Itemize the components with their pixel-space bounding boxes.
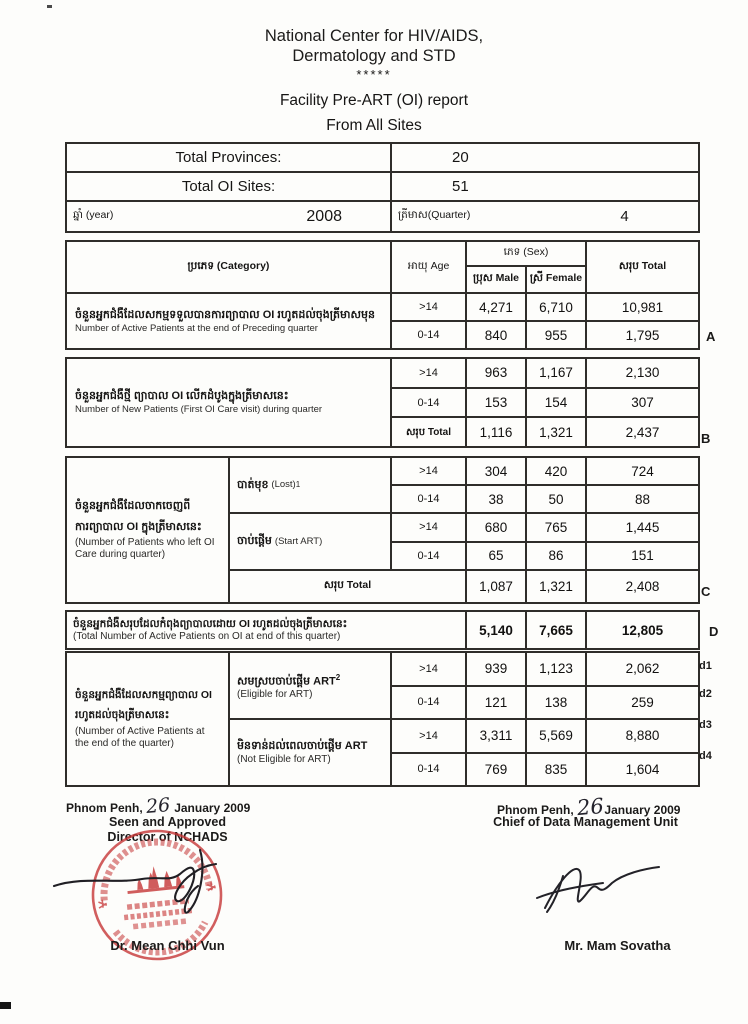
divider-stars: ***** bbox=[356, 67, 392, 82]
total-cell: 724 bbox=[631, 463, 654, 479]
director-signature bbox=[48, 838, 240, 922]
female-cell: 154 bbox=[527, 389, 587, 417]
lost-footnote: 1 bbox=[295, 480, 301, 490]
not-eligible-english: (Not Eligible for ART) bbox=[237, 754, 331, 765]
col-header-age: អាយុ Age bbox=[392, 242, 467, 292]
not-eligible-group bbox=[230, 720, 698, 785]
total-cell: 2,437 bbox=[625, 424, 660, 440]
eligible-group bbox=[230, 653, 698, 720]
section-c-total-row bbox=[230, 571, 698, 602]
section-dd-table bbox=[65, 651, 700, 787]
female-cell: 7,665 bbox=[527, 612, 587, 648]
age-cell: >14 bbox=[392, 294, 467, 320]
lost-group bbox=[230, 458, 698, 514]
male-cell: 65 bbox=[467, 543, 527, 569]
summary-row-sites bbox=[67, 173, 698, 202]
right-city: Phnom Penh, bbox=[497, 803, 574, 817]
chief-name: Mr. Mam Sovatha bbox=[564, 938, 671, 953]
male-cell: 963 bbox=[467, 359, 527, 387]
male-cell: 304 bbox=[467, 458, 527, 484]
table-row bbox=[392, 720, 698, 754]
section-a-category bbox=[67, 294, 392, 348]
female-cell: 6,710 bbox=[527, 294, 587, 320]
right-date-rest: January 2009 bbox=[604, 803, 681, 817]
letter-d1: d1 bbox=[699, 660, 712, 672]
age-cell: 0-14 bbox=[392, 543, 467, 569]
section-c-category bbox=[67, 458, 230, 602]
start-art-label-cell bbox=[230, 514, 392, 568]
col-header-category: ប្រភេទ (Category) bbox=[67, 242, 392, 292]
male-cell: 5,140 bbox=[467, 612, 527, 648]
section-b-category bbox=[67, 359, 392, 446]
table-row bbox=[392, 653, 698, 687]
section-c-khmer-1: ចំនួនអ្នកជំងឺដែលចាកចេញពី bbox=[75, 500, 191, 512]
col-header-male: ប្រុស Male bbox=[467, 267, 527, 292]
age-cell: >14 bbox=[392, 514, 467, 540]
total-cell: 1,445 bbox=[625, 519, 660, 535]
eligible-english: (Eligible for ART) bbox=[237, 689, 313, 701]
eligible-label-cell bbox=[230, 653, 392, 718]
section-c-table bbox=[65, 456, 700, 604]
table-row bbox=[392, 322, 698, 348]
age-cell: >14 bbox=[392, 359, 467, 387]
section-d-label-cell bbox=[67, 612, 467, 648]
section-a-english: Number of Active Patients at the end of Preceding quarter bbox=[75, 322, 318, 334]
male-cell: 840 bbox=[467, 322, 527, 348]
total-cell: 1,795 bbox=[625, 327, 660, 343]
section-dd-khmer-1: ចំនួនអ្នកជំងឺដែលសកម្មព្យាបាល OI bbox=[75, 689, 212, 701]
director-name: Dr. Mean Chhi Vun bbox=[110, 938, 225, 953]
letter-a: A bbox=[706, 329, 716, 344]
org-title-line2: Dermatology and STD bbox=[292, 47, 456, 65]
total-row-label: សរុប Total bbox=[392, 418, 467, 446]
org-title-line1: National Center for HIV/AIDS, bbox=[264, 27, 484, 45]
eligible-footnote: 2 bbox=[335, 672, 341, 682]
total-cell: 88 bbox=[634, 491, 651, 507]
left-date-rest: January 2009 bbox=[174, 801, 251, 815]
male-cell: 4,271 bbox=[467, 294, 527, 320]
age-cell: 0-14 bbox=[392, 322, 467, 348]
section-b-table bbox=[65, 357, 700, 448]
age-cell: >14 bbox=[392, 458, 467, 484]
left-handwritten-day: 26 bbox=[144, 793, 171, 819]
total-cell: 307 bbox=[631, 395, 654, 410]
lost-english: (Lost) bbox=[271, 479, 296, 491]
female-cell: 1,321 bbox=[527, 571, 587, 602]
year-label: ឆ្នាំ (year) bbox=[73, 209, 114, 221]
table-row bbox=[392, 754, 698, 786]
table-row bbox=[392, 687, 698, 719]
quarter-label: ត្រីមាស(Quarter) bbox=[398, 209, 471, 221]
section-b-khmer: ចំនួនអ្នកជំងឺថ្មី ព្យាបាល OI លើកដំបូងក្នុងត្រីមាសនេះ bbox=[75, 390, 289, 402]
section-a-table bbox=[65, 240, 700, 350]
male-cell: 1,087 bbox=[467, 571, 527, 602]
female-cell: 86 bbox=[527, 543, 587, 569]
section-b-total-row bbox=[392, 418, 698, 446]
letter-d2: d2 bbox=[699, 688, 712, 700]
table-row bbox=[392, 359, 698, 389]
col-header-female: ស្រី Female bbox=[529, 272, 583, 284]
main-table-header bbox=[67, 242, 698, 294]
male-cell: 153 bbox=[467, 389, 527, 417]
col-header-sex: ភេទ (Sex) bbox=[467, 242, 585, 267]
start-art-english: (Start ART) bbox=[274, 535, 323, 547]
scan-speck bbox=[47, 5, 52, 8]
start-art-group bbox=[230, 514, 698, 570]
section-c-english-2: Care during quarter) bbox=[75, 549, 166, 560]
summary-table bbox=[65, 142, 700, 233]
report-header bbox=[0, 26, 748, 135]
report-title: Facility Pre-ART (OI) report bbox=[279, 92, 469, 109]
age-cell: 0-14 bbox=[392, 389, 467, 417]
total-cell: 151 bbox=[631, 548, 654, 564]
section-d-english: (Total Number of Active Patients on OI at end of this quarter) bbox=[73, 630, 341, 642]
scan-edge-mark bbox=[0, 1002, 11, 1009]
total-cell: 10,981 bbox=[621, 299, 664, 315]
age-cell: >14 bbox=[392, 653, 467, 685]
letter-b: B bbox=[701, 431, 711, 446]
male-cell: 3,311 bbox=[467, 720, 527, 752]
total-provinces-value: 20 bbox=[452, 149, 469, 166]
lost-label-cell bbox=[230, 458, 392, 512]
female-cell: 1,321 bbox=[527, 418, 587, 446]
age-cell: 0-14 bbox=[392, 486, 467, 512]
male-cell: 680 bbox=[467, 514, 527, 540]
table-row bbox=[392, 458, 698, 486]
letter-c: C bbox=[701, 584, 711, 599]
left-date-line bbox=[66, 793, 251, 819]
male-cell: 121 bbox=[467, 687, 527, 719]
letter-d: D bbox=[709, 624, 719, 639]
total-cell: 2,408 bbox=[625, 578, 660, 594]
letter-d3: d3 bbox=[699, 719, 712, 731]
male-cell: 939 bbox=[467, 653, 527, 685]
section-b-english: Number of New Patients (First OI Care visit) during quarter bbox=[75, 404, 323, 415]
total-oi-sites-value: 51 bbox=[452, 178, 469, 195]
quarter-value: 4 bbox=[620, 208, 629, 225]
age-cell: >14 bbox=[392, 720, 467, 752]
female-cell: 138 bbox=[527, 687, 587, 719]
section-c-khmer-2: ការព្យាបាល OI ក្នុងត្រីមាសនេះ bbox=[75, 521, 202, 533]
eligible-khmer: សមស្របចាប់ផ្ដើម ART$^2$ bbox=[237, 672, 341, 688]
total-oi-sites-label: Total OI Sites: bbox=[67, 173, 392, 200]
table-row bbox=[392, 389, 698, 419]
total-cell: 259 bbox=[631, 694, 654, 710]
female-cell: 955 bbox=[527, 322, 587, 348]
right-date-line bbox=[497, 793, 681, 821]
start-art-khmer: ចាប់ផ្ដើម bbox=[237, 535, 272, 548]
not-eligible-label-cell bbox=[230, 720, 392, 785]
total-cell: 2,130 bbox=[625, 365, 660, 381]
age-cell: 0-14 bbox=[392, 754, 467, 786]
table-row bbox=[392, 486, 698, 512]
section-c-english-1: (Number of Patients who left OI bbox=[75, 537, 215, 548]
female-cell: 5,569 bbox=[527, 720, 587, 752]
female-cell: 835 bbox=[527, 754, 587, 786]
female-cell: 1,123 bbox=[527, 653, 587, 685]
table-row bbox=[392, 543, 698, 569]
section-d-table bbox=[65, 610, 700, 650]
not-eligible-khmer: មិនទាន់ដល់ពេលចាប់ផ្ដើម ART bbox=[237, 740, 368, 752]
col-header-total: សរុប Total bbox=[618, 259, 667, 272]
letter-d4: d4 bbox=[699, 750, 712, 762]
section-dd-category bbox=[67, 653, 230, 785]
total-cell: 8,880 bbox=[625, 728, 660, 744]
age-cell: 0-14 bbox=[392, 687, 467, 719]
section-dd-english-1: (Number of Active Patients at bbox=[75, 726, 205, 737]
chief-signature bbox=[533, 848, 673, 914]
col-header-sex-group bbox=[467, 242, 587, 292]
male-cell: 1,116 bbox=[467, 418, 527, 446]
quarter-cell bbox=[392, 202, 698, 231]
male-cell: 38 bbox=[467, 486, 527, 512]
male-cell: 769 bbox=[467, 754, 527, 786]
chief-role-line: Chief of Data Management Unit bbox=[493, 815, 678, 829]
table-row bbox=[392, 514, 698, 542]
total-cell: 12,805 bbox=[621, 622, 664, 638]
year-cell bbox=[67, 202, 392, 231]
total-provinces-label: Total Provinces: bbox=[67, 144, 392, 171]
lost-khmer: បាត់មុខ bbox=[237, 478, 269, 491]
total-cell: 2,062 bbox=[625, 661, 660, 677]
report-scope: From All Sites bbox=[326, 117, 422, 134]
section-d-row bbox=[67, 612, 698, 648]
right-handwritten-day: 26 bbox=[575, 793, 605, 821]
female-cell: 420 bbox=[527, 458, 587, 484]
female-cell: 765 bbox=[527, 514, 587, 540]
director-role-line: Director of NCHADS bbox=[107, 830, 228, 844]
total-cell: 1,604 bbox=[625, 761, 660, 777]
summary-row-provinces bbox=[67, 144, 698, 173]
total-row-label: សរុប Total bbox=[230, 571, 467, 602]
summary-row-period bbox=[67, 202, 698, 231]
seen-approved-line: Seen and Approved bbox=[109, 815, 226, 829]
year-value: 2008 bbox=[306, 207, 342, 225]
section-dd-english-2: the end of the quarter) bbox=[75, 738, 174, 749]
table-row bbox=[392, 294, 698, 322]
female-cell: 1,167 bbox=[527, 359, 587, 387]
section-d-khmer: ចំនួនអ្នកជំងឺសរុបដែលកំពុងព្យាបាលដោយ OI រហូតដល់ចុងត្រីមាសនេះ bbox=[73, 617, 348, 630]
left-city: Phnom Penh, bbox=[66, 801, 143, 815]
section-dd-khmer-2: រហូតដល់ចុងត្រីមាសនេះ bbox=[75, 709, 170, 721]
female-cell: 50 bbox=[527, 486, 587, 512]
section-a-khmer: ចំនួនអ្នកជំងឺដែលសកម្មទទួលបានការព្យាបាល OI រហូតដល់ចុងត្រីមាសមុន bbox=[75, 308, 375, 321]
